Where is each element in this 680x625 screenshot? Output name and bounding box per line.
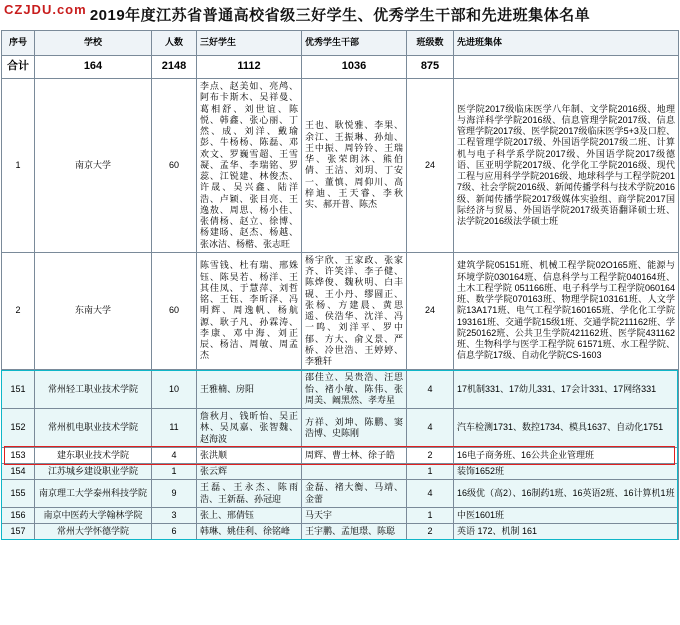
row-youxiu: 周辉、曹士林、徐子皓 <box>302 447 407 463</box>
row-school: 常州轻工职业技术学院 <box>35 370 152 409</box>
row-advanced: 建筑学院05151班、机械工程学院02O165班、能源与环境学院030164班、信息科学与工程学院040164班、土木工程学院 051166班、电子科学与工程学院060164班、数学学院070163班、物理学院103161班、人文学院13A171班、电气工程学院160165班、学化化工学院193161班、交通学院15级1班、交通学院211162班、学院250162班、公共卫生学院421162班、医学院431162班、生物科学与医学工程学院 61571班、水工程学院、信息学院17级、自动化学院CS-1603 <box>454 252 679 370</box>
total-index: 合计 <box>2 56 35 79</box>
total-advanced <box>454 56 679 79</box>
row-youxiu: 杨宇欣、王家政、张家齐、许笑洋、李子健、陈烨俊、魏秋明、白丰砚、王小丹、缪圆正、张杨、方建晨、黄思遥、侯浩华、沈洋、冯一鸣、刘洋平、罗中郁、方大、俞义景、严桥、冷世浩、王婷婷、李雅轩 <box>302 252 407 370</box>
row-advanced: 16电子商务班、16公共企业管理班 <box>454 447 679 463</box>
row-sanhao: 詹秋月、钱昕怡、吴正林、吴凤嘉、张智魏、赵海波 <box>197 409 302 448</box>
col-index: 序号 <box>2 31 35 56</box>
row-sanhao: 王磊、王永杰、陈雨浩、王新磊、孙冠迎 <box>197 480 302 508</box>
site-watermark: CZJDU.com <box>4 2 87 17</box>
table-row-highlighted <box>2 447 679 463</box>
page-title: 2019年度江苏省普通高校省级三好学生、优秀学生干部和先进班集体名单 <box>89 7 591 24</box>
row-class-count: 1 <box>407 464 454 480</box>
row-class-count: 2 <box>407 447 454 463</box>
table-row <box>2 370 679 409</box>
row-school: 建东职业技术学院 <box>35 447 152 463</box>
row-youxiu: 金磊、褚大衡、马靖、金蕾 <box>302 480 407 508</box>
row-count: 60 <box>152 79 197 253</box>
row-youxiu: 邵佳立、吴贵浩、汪思怡、褚小敏、陈伟、张周美、阚黑然、孝寿星 <box>302 370 407 409</box>
row-sanhao: 韩琳、姚佳利、徐铭峰 <box>197 524 302 540</box>
row-count: 60 <box>152 252 197 370</box>
total-sanhao: 1112 <box>197 56 302 79</box>
row-school: 南京理工大学泰州科技学院 <box>35 480 152 508</box>
row-index: 2 <box>2 252 35 370</box>
row-advanced: 英语 172、机制 161 <box>454 524 679 540</box>
col-advanced: 先进班集体 <box>454 31 679 56</box>
table-row <box>2 524 679 540</box>
row-count: 1 <box>152 464 197 480</box>
row-class-count: 24 <box>407 79 454 253</box>
row-school: 南京中医药大学翰林学院 <box>35 507 152 523</box>
row-class-count: 4 <box>407 409 454 448</box>
row-count: 10 <box>152 370 197 409</box>
row-advanced: 装饰1652班 <box>454 464 679 480</box>
row-class-count: 1 <box>407 507 454 523</box>
row-school: 常州机电职业技术学院 <box>35 409 152 448</box>
table-row <box>2 507 679 523</box>
row-sanhao: 陈雪钱、杜有瑞、邢姝钰、陈昊若、杨洋、王其佳凤、于慧萍、刘哲铭、王钰、李昕泽、冯明辉、周逸帆、杨航源、耿子凡、孙霖涛、李康、邓中海、刘正辰、杨洁、周敏、周孟杰 <box>197 252 302 370</box>
col-count: 人数 <box>152 31 197 56</box>
roster-table <box>1 30 679 540</box>
row-youxiu: 马天宇 <box>302 507 407 523</box>
row-school: 南京大学 <box>35 79 152 253</box>
row-index: 151 <box>2 370 35 409</box>
row-youxiu: 方祥、刘坤、陈鹏、窦浩博、史陈刚 <box>302 409 407 448</box>
row-index: 152 <box>2 409 35 448</box>
total-school: 164 <box>35 56 152 79</box>
row-index: 153 <box>2 447 35 463</box>
row-advanced: 汽车检测1731、数控1734、模具1637、自动化1751 <box>454 409 679 448</box>
col-school: 学校 <box>35 31 152 56</box>
row-advanced: 16级优（高2）、16制药1班、16英语2班、16计算机1班 <box>454 480 679 508</box>
row-count: 3 <box>152 507 197 523</box>
row-advanced: 医学院2017级临床医学八年制、文学院2016级、地理与海洋科学学院2016级、信息管理学院2017级、信息管理学院2017级、医学院2017级临床医学5+3及口腔、工程管理学院2017级、外国语学院2017级二班、计算机与电子科学系学院2017级、外国语学院2017级德语、匡亚明学院2017级、化学化工学院2016级、现代工程与应用科学学院2016级、地球科学与工程学院2017级、社会学院2016级、新闻传播学科与技术学院2016级、新闻传播学院2017级媒体实验组、商学院2017国际经济与贸易、外国语学院2017级英语翻译硕士班、法学院2016级法学硕士班 <box>454 79 679 253</box>
row-class-count: 4 <box>407 370 454 409</box>
row-class-count: 4 <box>407 480 454 508</box>
row-index: 157 <box>2 524 35 540</box>
row-index: 154 <box>2 464 35 480</box>
total-youxiu: 1036 <box>302 56 407 79</box>
row-advanced: 中医1601班 <box>454 507 679 523</box>
table-row <box>2 79 679 253</box>
table-row <box>2 409 679 448</box>
total-count: 2148 <box>152 56 197 79</box>
col-class-count: 班级数 <box>407 31 454 56</box>
row-count: 11 <box>152 409 197 448</box>
row-count: 6 <box>152 524 197 540</box>
row-sanhao: 张上、邢倩钰 <box>197 507 302 523</box>
row-sanhao: 王雅楠、房阳 <box>197 370 302 409</box>
table-row <box>2 480 679 508</box>
col-youxiu: 优秀学生干部 <box>302 31 407 56</box>
row-sanhao: 张云辉 <box>197 464 302 480</box>
row-sanhao: 李点、赵美如、亮鸬、阿布卡斯木、吴祥曼、葛相舒、刘世谊、陈悦、韩鑫、张心丽、丁然、成、刘洋、戴瑜彭、牛杨杨、陈磊、邓欢文、罗巍雪超、王雪凝、孟华、李瑞铭、罗蕊、江锐建、林俊杰、许晟、吴兴鑫、陆洋浩、卢颖、张目亮、王逸敖、周思、杨小佳、张倩杨、赵立、徐博、杨建旸、赵杰、杨越、张冰洁、杨楷、张志旺 <box>197 79 302 253</box>
row-class-count: 2 <box>407 524 454 540</box>
row-youxiu <box>302 464 407 480</box>
row-class-count: 24 <box>407 252 454 370</box>
table-row <box>2 464 679 480</box>
table-row <box>2 252 679 370</box>
table-body <box>2 56 679 540</box>
total-row <box>2 56 679 79</box>
row-index: 155 <box>2 480 35 508</box>
row-count: 9 <box>152 480 197 508</box>
row-sanhao: 张洪顺 <box>197 447 302 463</box>
row-school: 江苏城乡建设职业学院 <box>35 464 152 480</box>
table-header <box>2 31 679 56</box>
col-sanhao: 三好学生 <box>197 31 302 56</box>
row-youxiu: 王也、耿悦雅、李果、余江、王振琳、孙灿、王中振、周钤铃、王瑞华、张荣朗沐、熊伯倩、王洁、刘玥、丁安一、董慎、周仰川、高梓迪、王天睿、李秋实、郝开普、陈杰 <box>302 79 407 253</box>
total-class-count: 875 <box>407 56 454 79</box>
row-school: 常州大学怀德学院 <box>35 524 152 540</box>
row-index: 1 <box>2 79 35 253</box>
row-count: 4 <box>152 447 197 463</box>
row-school: 东南大学 <box>35 252 152 370</box>
row-advanced: 17机制331、17幼儿331、17会计331、17网络331 <box>454 370 679 409</box>
table-header-row <box>2 31 679 56</box>
row-youxiu: 王宇鹏、孟旭璟、陈聪 <box>302 524 407 540</box>
row-index: 156 <box>2 507 35 523</box>
